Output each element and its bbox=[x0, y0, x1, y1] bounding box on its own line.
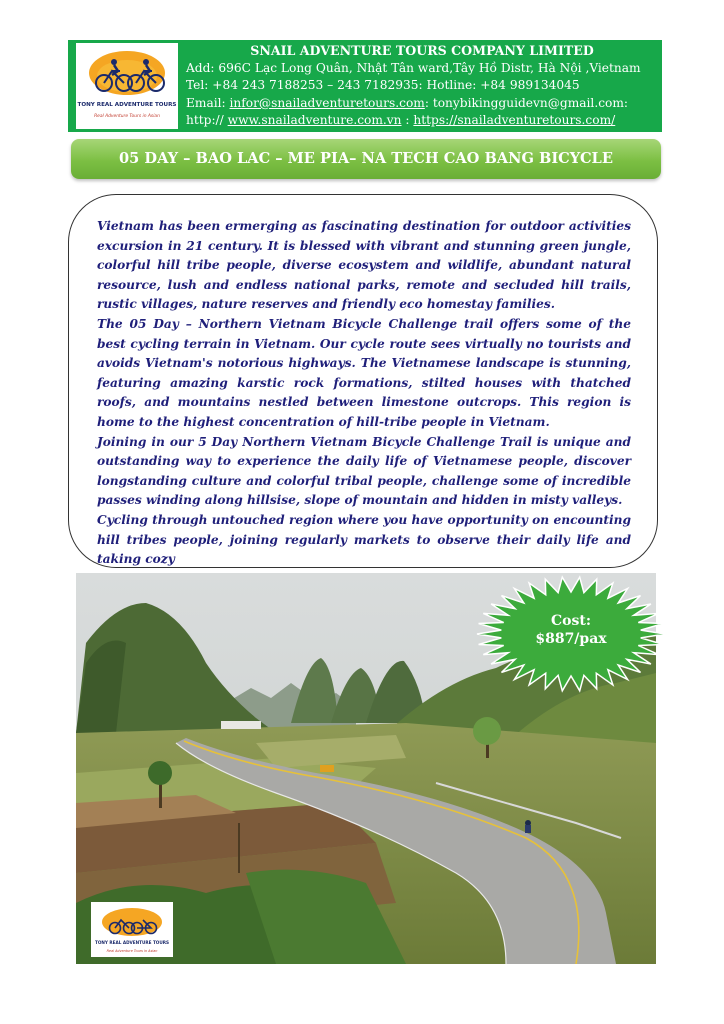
cost-text bbox=[474, 612, 668, 648]
web-prefix: http:// bbox=[186, 113, 228, 128]
logo-small-tagline: Real Adventure Tours in Asian bbox=[106, 949, 158, 953]
tour-description-box bbox=[68, 194, 658, 568]
cyclist-logo-icon bbox=[76, 43, 178, 129]
web-separator: : bbox=[401, 113, 414, 128]
company-email bbox=[186, 95, 658, 113]
logo-small-brand: TONY REAL ADVENTURE TOURS bbox=[94, 940, 170, 945]
email-prefix: Email: bbox=[186, 95, 230, 110]
cost-badge bbox=[474, 575, 668, 693]
cost-label: Cost: bbox=[551, 613, 591, 629]
company-contact bbox=[186, 42, 658, 130]
tour-description bbox=[97, 217, 631, 568]
description-paragraph-2: The 05 Day – Northern Vietnam Bicycle Challenge trail offers some of the best cycling terrain in Vietnam. Our cycle route sees virtually no tourists and avoids Vietnam's notorious highways. The Vietnamese landscape is stunning, featuring amazing karstic rock formations, stilted houses with thatched roofs, and mountains nestled between limestone outcrops. This region is home to the highest concentration of hill-tribe people in Vietnam. bbox=[97, 316, 631, 429]
company-header bbox=[68, 40, 662, 132]
email-link[interactable]: infor@snailadventuretours.com bbox=[229, 95, 425, 110]
description-paragraph-3: Joining in our 5 Day Northern Vietnam Bicycle Challenge Trail is unique and outstanding way to experience the daily life of Vietnamese people, discover longstanding culture and colorful tribal people, challenge some of incredible passes winding along hillsise, slope of mountain and hidden in misty valleys. bbox=[97, 434, 631, 508]
website-link-1[interactable]: www.snailadventure.com.vn bbox=[227, 113, 402, 128]
description-paragraph-1: Vietnam has been ermerging as fascinating destination for outdoor activities excursion in 21 century. It is blessed with vibrant and stunning green jungle, colorful hill tribe people, diverse ecosystem and wildlife, abundant natural resource, lush and endless national parks, remote and secluded hill trails, rustic villages, nature reserves and friendly eco homestay families. bbox=[97, 219, 631, 312]
description-paragraph-4: Cycling through untouched region where you have opportunity on encounting hill tribes people, joining regularly markets to observe their daily life and taking cozy bbox=[97, 512, 631, 567]
cyclist-logo-small-icon bbox=[91, 902, 173, 957]
logo-tagline: Real Adventure Tours in Asian bbox=[94, 114, 160, 119]
email-suffix: : tonybikingguidevn@gmail.com: bbox=[424, 95, 629, 110]
company-phone: Tel: +84 243 7188253 – 243 7182935: Hotline: +84 989134045 bbox=[186, 78, 580, 93]
company-logo bbox=[76, 43, 178, 129]
company-name: SNAIL ADVENTURE TOURS COMPANY LIMITED bbox=[250, 43, 594, 58]
logo-brand: TONY REAL ADVENTURE TOURS bbox=[77, 102, 177, 108]
website-link-2[interactable]: https://snailadventuretours.com/ bbox=[413, 113, 616, 128]
company-address: Add: 696C Lạc Long Quân, Nhật Tân ward,Tây Hồ Distr, Hà Nội ,Vietnam bbox=[186, 60, 641, 75]
photo-logo bbox=[91, 902, 173, 957]
tour-title: 05 DAY – BAO LAC – ME PIA– NA TECH CAO BANG BICYCLE bbox=[119, 150, 613, 167]
company-website bbox=[186, 112, 658, 130]
cost-price: $887/pax bbox=[535, 631, 607, 647]
tour-title-bar bbox=[71, 139, 661, 179]
